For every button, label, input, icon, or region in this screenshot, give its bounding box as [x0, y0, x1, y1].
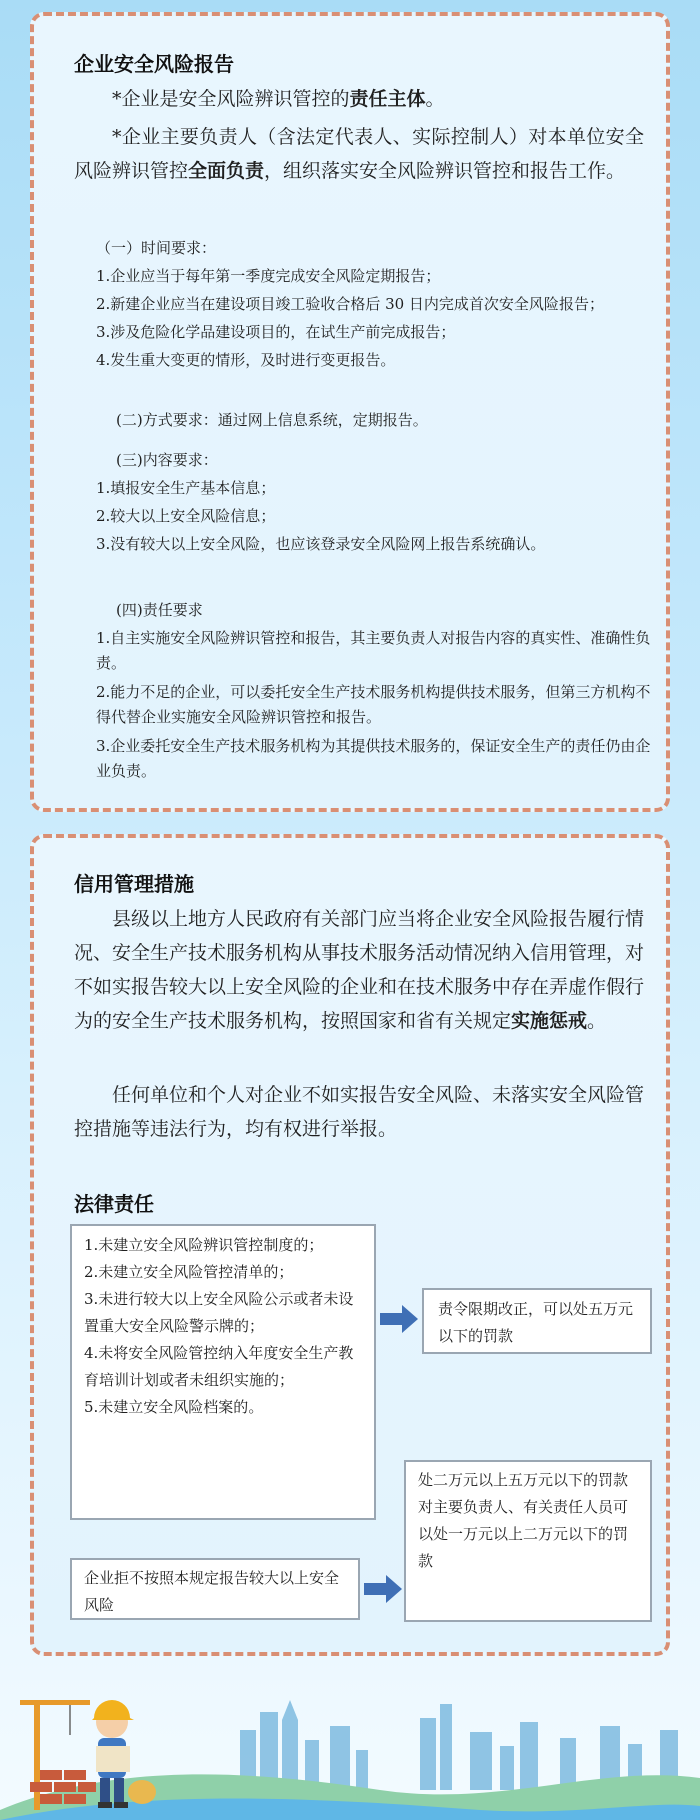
list-item: 4.发生重大变更的情形，及时进行变更报告。	[96, 351, 396, 369]
violation-item: 3.未进行较大以上安全风险公示或者未设置重大安全风险警示牌的；	[84, 1290, 354, 1335]
skyline-buildings	[240, 1700, 678, 1790]
violations-box	[70, 1224, 376, 1520]
arrow-right-icon	[364, 1574, 404, 1604]
list-item: 2.能力不足的企业，可以委托安全生产技术服务机构提供技术服务，但第三方机构不得代替企业实施安全风险辨识管控和报告。	[96, 683, 651, 726]
content-requirement-list	[96, 476, 636, 557]
violation-item: 2.未建立安全风险管控清单的；	[84, 1263, 294, 1281]
section-title-credit-management: 信用管理措施	[74, 872, 194, 896]
list-item: 1.自主实施安全风险辨识管控和报告，其主要负责人对报告内容的真实性、准确性负责。	[96, 629, 651, 672]
penalty-item: 对主要负责人、有关责任人员可以处一万元以上二万元以下的罚款	[418, 1498, 629, 1570]
responsibility-requirement-heading: (四)责任要求	[116, 601, 203, 619]
section-title-legal-liability: 法律责任	[74, 1192, 154, 1216]
list-item: 2.较大以上安全风险信息；	[96, 507, 276, 525]
time-requirement-heading: （一）时间要求：	[96, 239, 217, 257]
list-item: 3.没有较大以上安全风险，也应该登录安全风险网上报告系统确认。	[96, 535, 546, 553]
list-item: 2.新建企业应当在建设项目竣工验收合格后 30 日内完成首次安全风险报告；	[96, 295, 604, 313]
construction-worker-icon	[92, 1700, 156, 1808]
violation-box-2: 企业拒不按照本规定报告较大以上安全风险	[70, 1558, 360, 1620]
violation-item: 1.未建立安全风险辨识管控制度的；	[84, 1236, 324, 1254]
list-item: 1.企业应当于每年第一季度完成安全风险定期报告；	[96, 267, 441, 285]
method-requirement: (二)方式要求：通过网上信息系统，定期报告。	[116, 411, 428, 429]
section-title-risk-report: 企业安全风险报告	[74, 52, 234, 76]
city-skyline-illustration	[0, 1660, 700, 1820]
arrow-right-icon	[380, 1304, 420, 1334]
violation-item: 5.未建立安全风险档案的。	[84, 1398, 264, 1416]
list-item: 3.涉及危险化学品建设项目的，在试生产前完成报告；	[96, 323, 456, 341]
credit-paragraph-1: 县级以上地方人民政府有关部门应当将企业安全风险报告履行情况、安全生产技术服务机构从事技术服务活动情况纳入信用管理，对不如实报告较大以上安全风险的企业和在技术服务中存在弄虚作假行为的安全生产技术服务机构，按照国家和省有关规定实施惩戒。	[74, 908, 645, 1032]
credit-and-legal-card	[30, 834, 670, 1656]
list-item: 3.企业委托安全生产技术服务机构为其提供技术服务的，保证安全生产的责任仍由企业负责。	[96, 737, 651, 780]
lead-paragraph-1: *企业是安全风险辨识管控的责任主体。	[112, 88, 445, 110]
lead-paragraph-2: *企业主要负责人（含法定代表人、实际控制人）对本单位安全风险辨识管控全面负责，组织落实安全风险辨识管控和报告工作。	[74, 126, 644, 182]
responsibility-requirement-list	[96, 626, 652, 784]
penalty-box-1: 责令限期改正，可以处五万元以下的罚款	[422, 1288, 652, 1354]
list-item: 1.填报安全生产基本信息；	[96, 479, 276, 497]
risk-report-card	[30, 12, 670, 812]
violation-item: 4.未将安全风险管控纳入年度安全生产教育培训计划或者未组织实施的；	[84, 1344, 354, 1389]
penalty-item: 处二万元以上五万元以下的罚款	[418, 1471, 629, 1489]
content-requirement-heading: (三)内容要求：	[116, 451, 218, 469]
penalty-box-2	[404, 1460, 652, 1622]
credit-paragraph-2: 任何单位和个人对企业不如实报告安全风险、未落实安全风险管控措施等违法行为，均有权进行举报。	[74, 1084, 645, 1140]
time-requirement-list	[96, 264, 648, 373]
